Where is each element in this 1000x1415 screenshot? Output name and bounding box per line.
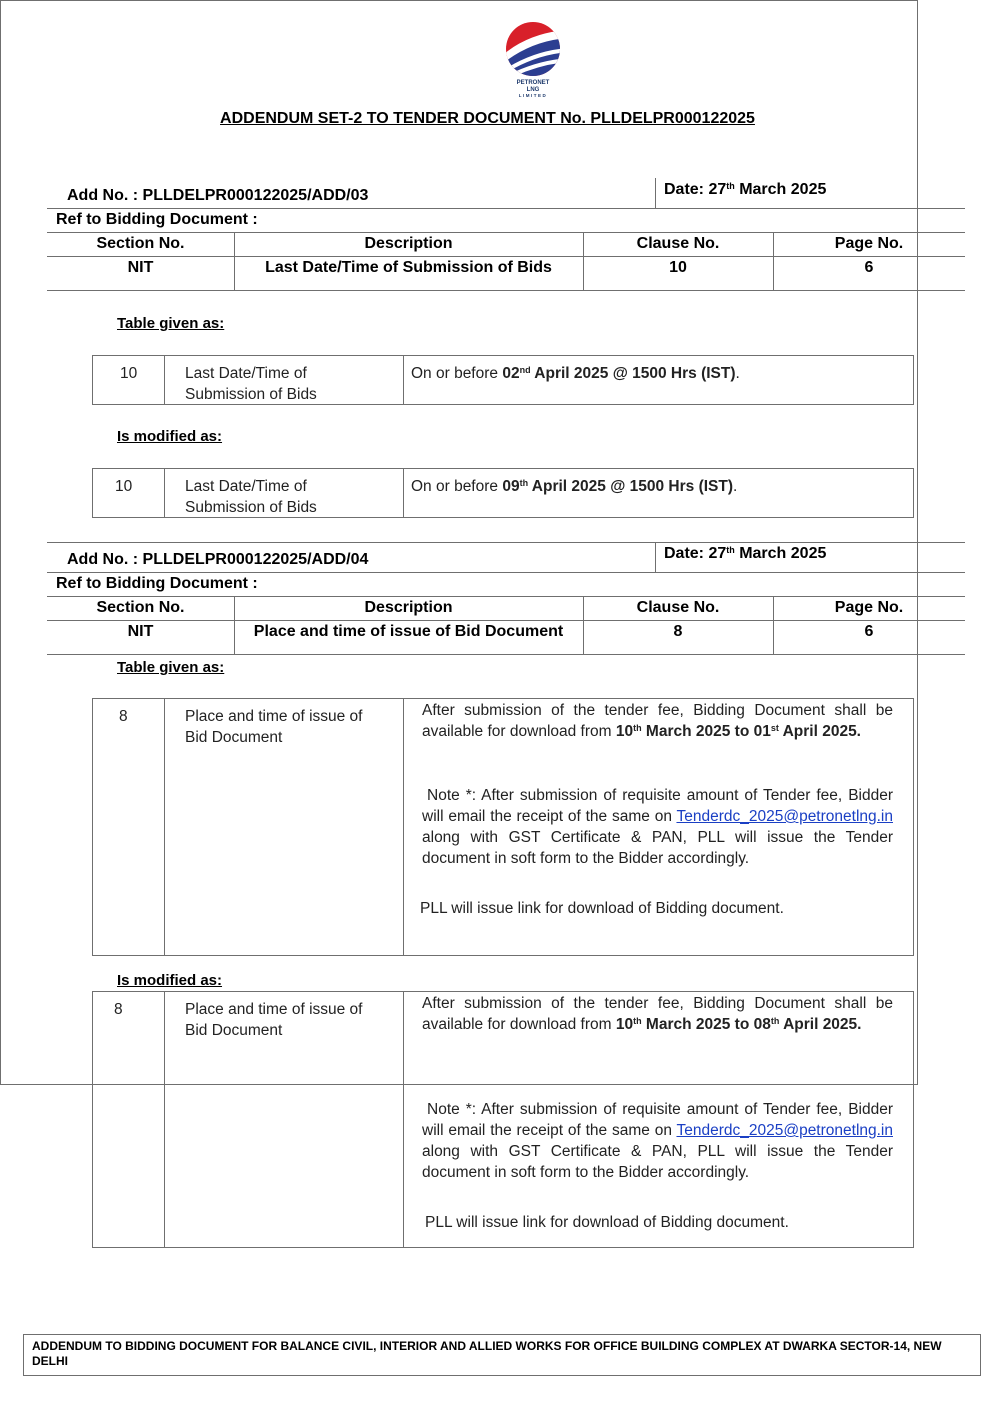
add2-page: 6	[864, 623, 874, 640]
add2-header-description: Description	[364, 599, 453, 616]
add1-section: NIT	[127, 259, 154, 276]
add1-page: 6	[864, 259, 874, 276]
add2-given-link-note: PLL will issue link for download of Bidding document.	[420, 900, 784, 917]
logo-text-2: LNG	[526, 87, 540, 93]
add1-modified-title: Last Date/Time of Submission of Bids	[185, 478, 317, 516]
add2-modified-availability: After submission of the tender fee, Bidding Document shall be available for download from 10th March 2025 to 08th April 2025.	[422, 995, 893, 1033]
add1-ref-label: Ref to Bidding Document :	[56, 211, 258, 228]
logo-text-3: LIMITED	[518, 93, 548, 98]
add1-header-page: Page No.	[834, 235, 904, 252]
add1-add-no: Add No. : PLLDELPR000122025/ADD/03	[67, 187, 369, 204]
add2-description: Place and time of issue of Bid Document	[253, 623, 564, 640]
add1-given-table	[92, 355, 914, 405]
add2-header-clause: Clause No.	[636, 599, 720, 616]
logo-text-1: PETRONET	[516, 80, 550, 86]
add1-date-divider	[655, 178, 656, 208]
add2-clause: 8	[673, 623, 683, 640]
add2-given-label: Table given as:	[117, 659, 225, 676]
add2-modified-link-note: PLL will issue link for download of Bidding document.	[425, 1214, 789, 1231]
add2-modified-num: 8	[114, 1001, 123, 1018]
add2-given-email-link[interactable]: Tenderdc_2025@petronetlng.in	[676, 808, 893, 825]
add2-date: Date: 27th March 2025	[664, 545, 827, 562]
add1-header-section: Section No.	[96, 235, 185, 252]
add1-modified-text: On or before 09th April 2025 @ 1500 Hrs (IST).	[411, 478, 738, 495]
document-title: ADDENDUM SET-2 TO TENDER DOCUMENT No. PLLDELPR000122025	[220, 110, 755, 127]
footer-note: ADDENDUM TO BIDDING DOCUMENT FOR BALANCE CIVIL, INTERIOR AND ALLIED WORKS FOR OFFICE BUILDING COMPLEX AT DWARKA SECTOR-14, NEW DELHI	[23, 1334, 981, 1376]
add1-given-title: Last Date/Time of Submission of Bids	[185, 365, 317, 403]
add2-modified-title: Place and time of issue of Bid Document	[185, 1001, 363, 1039]
add1-header-clause: Clause No.	[636, 235, 720, 252]
add2-given-num: 8	[119, 708, 128, 725]
add1-modified-table	[92, 468, 914, 518]
add2-given-table	[92, 698, 914, 956]
add1-modified-num: 10	[115, 478, 133, 495]
add1-description: Last Date/Time of Submission of Bids	[265, 259, 552, 276]
add2-modified-note: Note *: After submission of requisite amount of Tender fee, Bidder will email the receipt of the same on Tenderdc_2025@petronetlng.in along with GST Certificate & PAN, PLL will issue the Tender document in soft form to the Bidder accordingly.	[422, 1101, 893, 1181]
add2-add-no: Add No. : PLLDELPR000122025/ADD/04	[67, 551, 369, 568]
add2-modified-label: Is modified as:	[117, 972, 223, 989]
add1-header-description: Description	[364, 235, 453, 252]
add2-modified-table	[92, 991, 914, 1248]
add1-modified-label: Is modified as:	[117, 428, 223, 445]
add2-header-section: Section No.	[96, 599, 185, 616]
add1-given-num: 10	[120, 365, 138, 382]
add1-clause: 10	[669, 259, 687, 276]
add1-date: Date: 27th March 2025	[664, 181, 827, 198]
add1-given-label: Table given as:	[117, 315, 225, 332]
add2-section: NIT	[127, 623, 154, 640]
add2-given-note: Note *: After submission of requisite amount of Tender fee, Bidder will email the receipt of the same on Tenderdc_2025@petronetlng.in along with GST Certificate & PAN, PLL will issue the Tender document in soft form to the Bidder accordingly.	[422, 787, 893, 867]
add2-ref-label: Ref to Bidding Document :	[56, 575, 258, 592]
add2-given-title: Place and time of issue of Bid Document	[185, 708, 363, 746]
add2-given-availability: After submission of the tender fee, Bidding Document shall be available for download from 10th March 2025 to 01st April 2025.	[422, 702, 893, 740]
add1-given-text: On or before 02nd April 2025 @ 1500 Hrs (IST).	[411, 365, 740, 382]
add2-modified-email-link[interactable]: Tenderdc_2025@petronetlng.in	[676, 1122, 893, 1139]
add2-header-page: Page No.	[834, 599, 904, 616]
petronet-lng-logo	[500, 22, 566, 98]
